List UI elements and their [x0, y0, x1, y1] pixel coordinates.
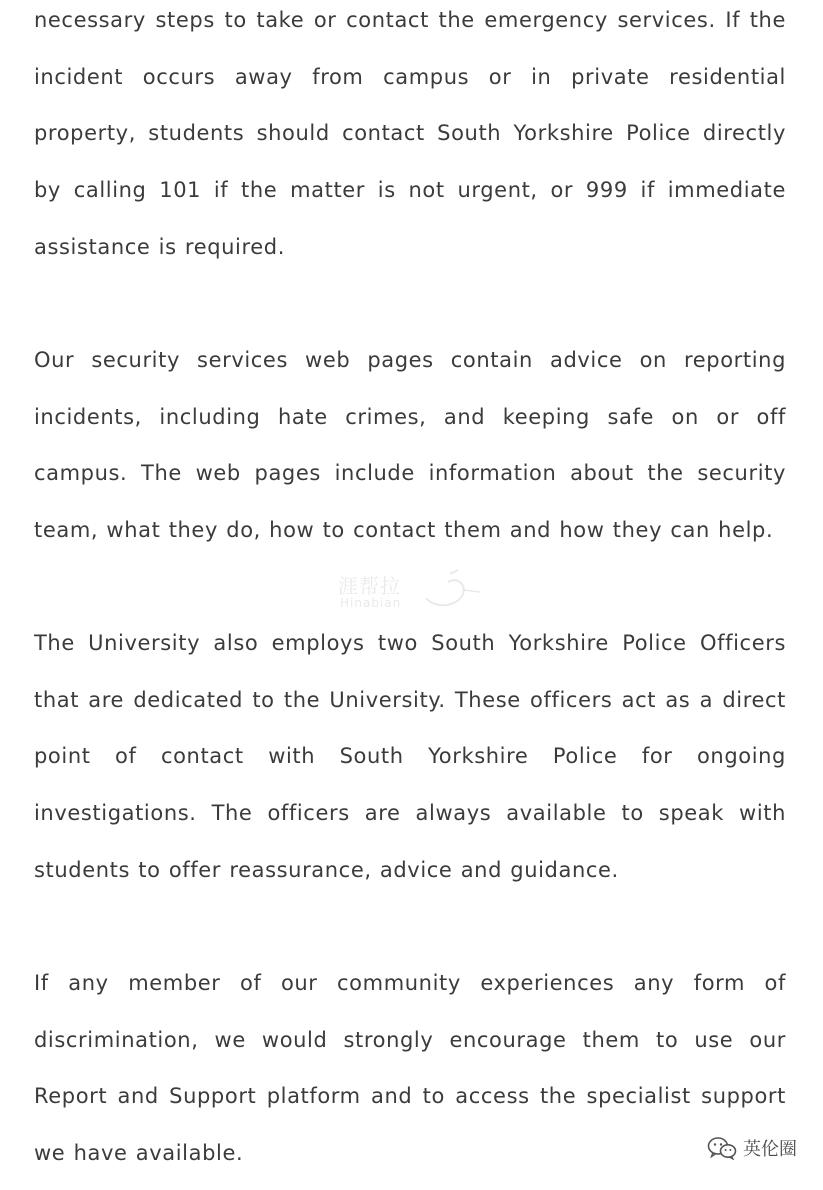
text-line: campus. The web pages include information about the security	[34, 461, 786, 486]
text-line: The University also employs two South Yorkshire Police Officers	[34, 631, 786, 655]
text-line: If any member of our community experiences any form of	[34, 971, 786, 995]
paragraph-police-officers	[34, 623, 786, 906]
hinabian-watermark	[334, 568, 494, 618]
wechat-brand-badge	[707, 1133, 797, 1163]
text-line: property, students should contact South Yorkshire Police directly	[34, 121, 786, 146]
paragraph-emergency-contact	[34, 0, 786, 283]
text-line: incidents, including hate crimes, and keeping safe on or off	[34, 404, 786, 429]
text-line: assistance is required.	[34, 234, 285, 259]
text-line: students to offer reassurance, advice and guidance.	[34, 857, 619, 882]
text-line: Our security services web pages contain advice on reporting	[34, 348, 786, 372]
brand-name: 英伦圈	[743, 1139, 797, 1160]
text-line: that are dedicated to the University. These officers act as a direct	[34, 687, 786, 712]
text-line: by calling 101 if the matter is not urgent, or 999 if immediate	[34, 178, 786, 203]
watermark-swirl-icon	[414, 568, 484, 614]
watermark-latin-text: Hinabian	[340, 596, 402, 610]
text-line: investigations. The officers are always available to speak with	[34, 801, 786, 826]
wechat-icon	[707, 1136, 737, 1160]
text-line: incident occurs away from campus or in private residential	[34, 64, 786, 89]
paragraph-report-support	[34, 963, 786, 1190]
text-line: discrimination, we would strongly encourage them to use our	[34, 1027, 786, 1052]
paragraph-security-services	[34, 340, 786, 567]
text-line: necessary steps to take or contact the emergency services. If the	[34, 8, 786, 32]
text-line: team, what they do, how to contact them and how they can help.	[34, 518, 774, 543]
text-line: Report and Support platform and to access the specialist support	[34, 1084, 786, 1109]
text-line: point of contact with South Yorkshire Police for ongoing	[34, 744, 786, 769]
watermark-chinese-text: 涯帮拉	[338, 574, 401, 598]
text-line: we have available.	[34, 1141, 244, 1166]
